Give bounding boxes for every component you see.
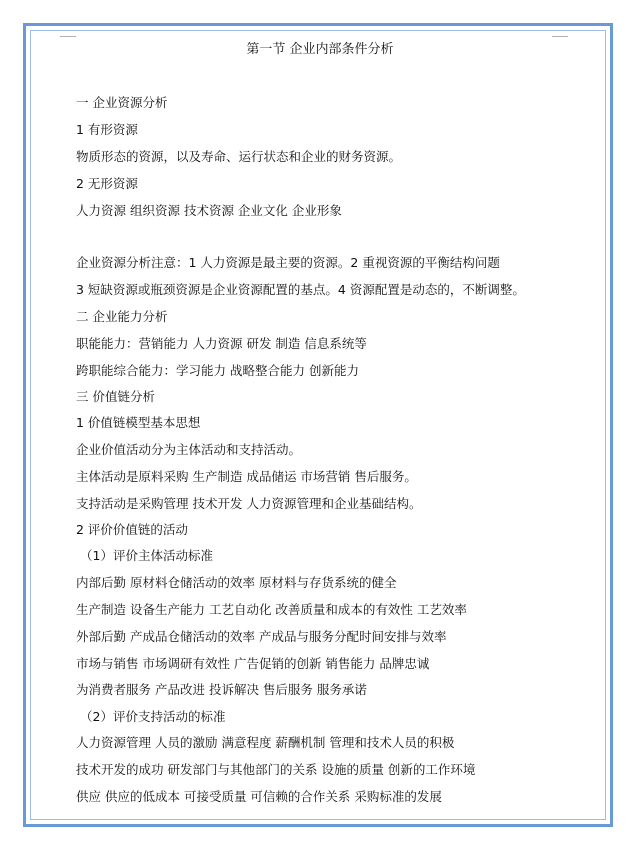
text-primary-activities: 主体活动是原料采购 生产制造 成品储运 市场营销 售后服务。 — [76, 469, 417, 484]
text-operations: 生产制造 设备生产能力 工艺自动化 改善质量和成本的有效性 工艺效率 — [76, 602, 467, 617]
corner-mark-right — [552, 36, 568, 37]
text-notes-1: 企业资源分析注意：1 人力资源是最主要的资源。2 重视资源的平衡结构问题 — [76, 255, 500, 270]
text-intangible-list: 人力资源 组织资源 技术资源 企业文化 企业形象 — [76, 203, 342, 218]
text-tech-development: 技术开发的成功 研发部门与其他部门的关系 设施的质量 创新的工作环境 — [76, 762, 476, 777]
text-cross-functional: 跨职能综合能力：学习能力 战略整合能力 创新能力 — [76, 363, 359, 378]
text-customer-service: 为消费者服务 产品改进 投诉解决 售后服务 服务承诺 — [76, 682, 367, 697]
heading-capability-analysis: 二 企业能力分析 — [76, 309, 168, 324]
corner-mark-left — [60, 36, 76, 37]
heading-value-chain: 三 价值链分析 — [76, 389, 155, 404]
section-title: 第一节 企业内部条件分析 — [246, 42, 394, 57]
text-marketing-sales: 市场与销售 市场调研有效性 广告促销的创新 销售能力 品牌忠诚 — [76, 656, 430, 671]
text-value-activities: 企业价值活动分为主体活动和支持活动。 — [76, 442, 302, 457]
text-tangible-desc: 物质形态的资源，以及寿命、运行状态和企业的财务资源。 — [76, 149, 402, 164]
subheading-intangible: 2 无形资源 — [76, 176, 138, 191]
text-notes-2: 3 短缺资源或瓶颈资源是企业资源配置的基点。4 资源配置是动态的，不断调整。 — [76, 282, 525, 297]
text-support-activities: 支持活动是采购管理 技术开发 人力资源管理和企业基础结构。 — [76, 496, 422, 511]
text-outbound-logistics: 外部后勤 产成品仓储活动的效率 产成品与服务分配时间安排与效率 — [76, 629, 447, 644]
text-hr-management: 人力资源管理 人员的激励 满意程度 薪酬机制 管理和技术人员的积极 — [76, 735, 455, 750]
text-functional-capability: 职能能力：营销能力 人力资源 研发 制造 信息系统等 — [76, 336, 367, 351]
heading-resource-analysis: 一 企业资源分析 — [76, 95, 168, 110]
subheading-evaluate-value-chain: 2 评价价值链的活动 — [76, 522, 188, 537]
subheading-support-standards: （2）评价支持活动的标准 — [80, 709, 226, 724]
subheading-tangible: 1 有形资源 — [76, 122, 138, 137]
subheading-value-chain-model: 1 价值链模型基本思想 — [76, 415, 201, 430]
text-inbound-logistics: 内部后勤 原材料仓储活动的效率 原材料与存货系统的健全 — [76, 575, 397, 590]
subheading-primary-standards: （1）评价主体活动标准 — [80, 548, 213, 563]
text-procurement: 供应 供应的低成本 可接受质量 可信赖的合作关系 采购标准的发展 — [76, 789, 442, 804]
